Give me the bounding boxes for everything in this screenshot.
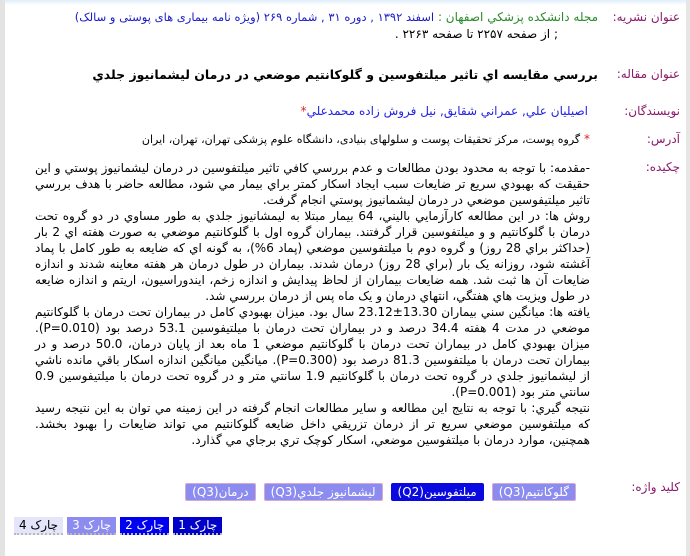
keyword-tag-miltefosine[interactable]: ميلتفوسين(Q2) [391,483,484,501]
quartile-2-button[interactable]: چارک 2 [120,517,169,535]
address-text-wrap [21,132,590,146]
keyword-tag-treatment[interactable]: درمان(Q3) [185,483,256,501]
authors-row [5,104,686,122]
journal-name[interactable]: مجله دانشکده پزشکي اصفهان : [437,10,598,24]
quartile-legend [14,517,222,535]
journal-row [5,8,686,44]
page-range: ; از صفحه ۲۲۵۷ تا صفحه ۲۲۶۳ . [394,27,558,41]
title-row [5,67,686,87]
article-details [5,0,686,556]
abstract-body [35,160,590,448]
abstract-results: يافته ها: ميانگين سني بيماران 13.30±23.12 سال بود. ميزان بهبودي كامل در بيماران تحت درمان با گلوكانتيم موضعي در مدت 4 هفته 34.4 درصد و در بيماران تحت درمان با ميلتيفوسين 53.1 درصد بود (P=0.010). ميزان بهبودي كامل در بيماران تحت درمان با گلوكانتيم موضعي 1 ماه بعد از پايان درمان، 50.0 درصد و در بيماران تحت درمان با ميلتفوسين 81.3 درصد بود (P=0.300). ميانگين ميانگين اندازه اسكار باقي مانده ناشي از ليشمانيوز جلدي در گروه تحت درمان با گلوكانتيم 1.9 سانتي متر و در گروه تحت درمان با ميلتيفوسين 0.9 سانتي متر بود (P=0.001). [35,305,590,399]
keyword-tags [21,483,576,501]
author-links[interactable]: اصيليان علي, عمراني شقايق, نيل فروش زاده محمدعلي [306,104,588,118]
address-star: * [584,132,590,146]
address-label: آدرس: [646,132,680,146]
abstract-row [5,160,686,465]
journal-issue[interactable]: اسفند ۱۳۹۲ , دوره ۳۱ , شماره ۲۶۹ (ویژه نامه بیماری های پوستی و سالک) [74,10,435,24]
journal-label: عنوان نشریه: [612,10,680,24]
keyword-tag-glucantime[interactable]: گلوكانتيم(Q3) [492,483,576,501]
abstract-conclusion: نتيجه گيري: با توجه به نتايج اين مطالعه و ساير مطالعات انجام گرفته در اين زمينه مي توان به اين نتيجه رسيد كه ميلتفوسين موضعي سريع تر از درمان تزريقي داخل ضايعه گلوكانتيم مي تواند ضايعات را بهبود بخشد. همچنين، موارد درمان با ميلتفوسين موضعي، اسكار كوچک تري برجاي مي گذارد. [35,401,590,447]
quartile-1-button[interactable]: چارک 1 [173,517,222,535]
quartile-4-button[interactable]: چارک 4 [14,517,63,535]
article-title-text: بررسي مقايسه اي تاثير ميلتفوسين و گلوكانتيم موضعي در درمان ليشمانيوز جلدي [92,67,598,82]
address-text: گروه پوست، مرکز تحقیقات پوست و سلولهای بنیادی، دانشگاه علوم پزشکی تهران، تهران، ایران [141,133,581,146]
corresponding-author-star: * [300,104,307,118]
address-row [5,132,686,150]
article-title [21,67,598,82]
quartile-3-button[interactable]: چارک 3 [67,517,116,535]
title-label: عنوان مقاله: [616,67,680,81]
keyword-tag-cutaneous-leishmaniasis[interactable]: ليشمانيوز جلدي(Q3) [264,483,383,501]
abstract-methods: روش ها: در اين مطالعه كارآزمايي باليني، 64 بيمار مبتلا به ليمشانيوز جلدي به طور مساوي در دو گروه تحت درمان با گلوكانتيم و و ميلتفوسين قرار گرفتند. بيماران گروه اول با گلوكانتيم موضعي به صورت هفته اي 2 بار (حداكثر براي 28 روز) و گروه دوم با ميلتفوسين موضعي (پماد 6%)، به گونه اي كه ضايعه به طور كامل با پماد آغشته شود، روزانه يک بار (براي 28 روز) درمان شدند. بيماران در طول درمان هر هفته معاينه شدند و اندازه ضايعات آن ها ثبت شد. همه ضايعات بيماران از لحاظ پيدايش و اندازه زخم، ايندوراسيون، اريتم و اندازه ضايعه در طول ويزيت هاي هفتگي، انتهاي درمان و يک ماه پس از درمان بررسي شد. [35,209,591,303]
authors-list [21,104,588,118]
abstract-intro: -مقدمه: با توجه به محدود بودن مطالعات و عدم بررسي كافي تاثير ميلتفوسين در درمان ليشمانيوز پوستي و اين حقيقت كه بهبودي سريع تر ضايعات سبب ايجاد اسكار كمتر براي بيمار مي شود، مطالعه حاضر با هدف بررسي تاثير ميلتيفوسين موضعي در درمان ليشمانيوز پوستي انجام گرفت. [35,161,590,207]
right-scrollbar-track[interactable] [686,0,690,556]
journal-info [9,10,598,41]
authors-label: نويسندگان: [624,104,680,118]
keywords-label: كليد واژه: [631,480,680,494]
keywords-row [5,480,686,504]
abstract-label: چكيده: [645,160,680,174]
